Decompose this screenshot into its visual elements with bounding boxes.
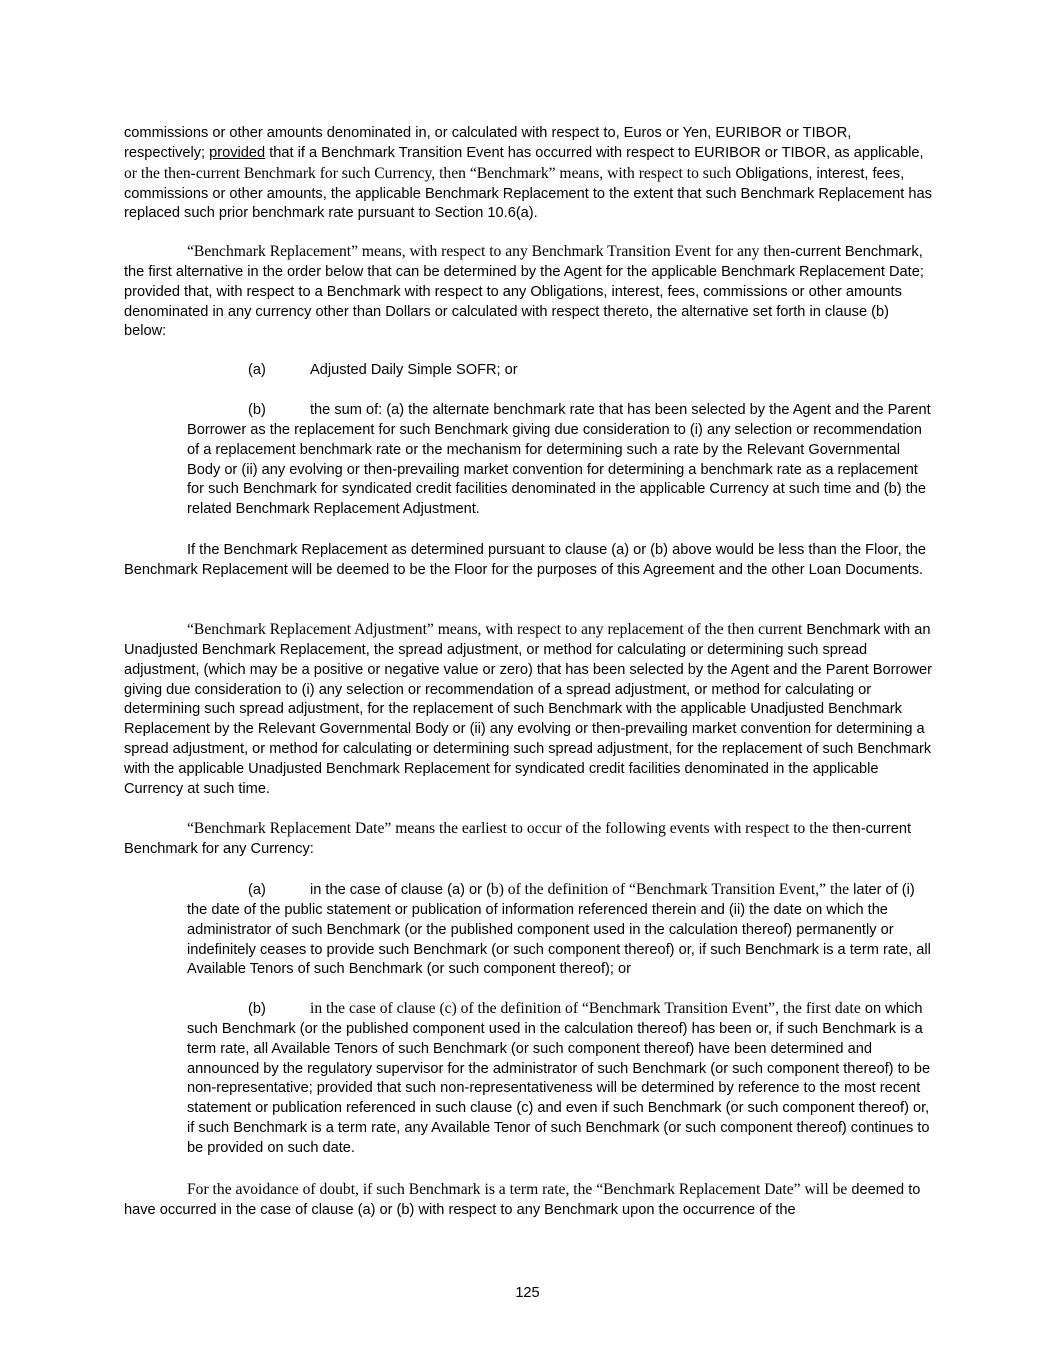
clause-text: in the case of clause (c) of the definition of “Benchmark Transition Event”, the first date <box>310 1000 861 1017</box>
paragraph-benchmark-continuation <box>124 124 934 224</box>
definition-text: Benchmark with an Unadjusted Benchmark Replacement, the spread adjustment, or method for calculating or determining such spread adjustment, (which may be a positive or negative value or zero) that has been selected by the Agent and the Parent Borrower giving due consideration to (i) any selection or recommendation of a spread adjustment, or method for calculating or determining such spread adjustment, for the replacement of such Benchmark with the applicable Unadjusted Benchmark Replacement by the Relevant Governmental Body or (ii) any evolving or then-prevailing market convention for determining a spread adjustment, or method for calculating or determining such spread adjustment, for the replacement of such Benchmark with the applicable Unadjusted Benchmark Replacement for syndicated credit facilities denominated in the applicable Currency at such time. <box>124 622 932 797</box>
clause-label: (b) <box>248 1001 266 1017</box>
clause-b-non-representative <box>187 999 934 1159</box>
clause-a-earliest-event <box>187 880 934 980</box>
clause-text: on which such Benchmark (or the published component used in the calculation thereof) has been or, if such Benchmark is a term rate, all Available Tenors of such Benchmark (or such component thereof) have been determined and announced by the regulatory supervisor for the administrator of such Benchmark (or such component thereof) to be non-representative; provided that such non-representativeness will be determined by reference to the most recent statement or publication referenced in such clause (c) and even if such Benchmark (or such component thereof) or, if such Benchmark is a term rate, any Available Tenor of such Benchmark (or such component thereof) continues to be provided on such date. <box>187 1001 931 1156</box>
provided-term: provided <box>209 144 266 161</box>
clause-text: the sum of: (a) the alternate benchmark rate that has been selected by the Agent and the Parent Borrower as the replacement for such Benchmark giving due consideration to (i) any selection or recommendation of a replacement benchmark rate or the mechanism for determining such a rate by the Relevant Governmental Body or (ii) any evolving or then-prevailing market convention for determining a benchmark rate as a replacement for such Benchmark for syndicated credit facilities denominated in the applicable Currency at such time and (b) the related Benchmark Replacement Adjustment. <box>187 402 931 518</box>
definition-text: then-current Benchmark for any Currency: <box>124 821 912 857</box>
clause-label: (a) <box>248 362 266 378</box>
paragraph-text: If the Benchmark Replacement as determined pursuant to clause (a) or (b) above would be less than the Floor, the Benchmark Replacement will be deemed to be the Floor for the purposes of this Agreement and the other Loan Documents. <box>124 542 927 578</box>
clause-text: later of (i) the date of the public statement or publication of information referenced therein and (ii) the date on which the administrator of such Benchmark (or the published component used in the calculation thereof) permanently or indefinitely ceases to provide such Benchmark (or such component thereof) or, if such Benchmark is a term rate, all Available Tenors of such Benchmark (or such component thereof); or <box>187 882 931 978</box>
page-number: 125 <box>515 1285 540 1301</box>
clause-a-adjusted-sofr <box>124 361 934 381</box>
paragraph-text: For the avoidance of doubt, if such Benchmark is a term rate, the “Benchmark Replacement Date” will be <box>187 1181 848 1198</box>
paragraph-text: Obligations, interest, fees, commissions or other amounts, the applicable Benchmark Replacement to the extent that such Benchmark Replacement has replaced such prior benchmark rate pursuant to Section 10.6(a). <box>124 165 932 222</box>
paragraph-text: that if a Benchmark Transition Event has occurred with respect to EURIBOR or TIBOR, as applicable, <box>265 144 924 161</box>
clause-b-sum-of <box>187 401 934 520</box>
definition-benchmark-replacement <box>124 242 934 342</box>
definition-term: “Benchmark Replacement Adjustment” means, with respect to any replacement of the then current <box>187 621 803 638</box>
clause-text: b) of the definition of “Benchmark Transition Event,” the <box>490 881 850 898</box>
clause-label: (b) <box>248 402 266 418</box>
definition-text: current Benchmark, the first alternative in the order below that can be determined by the Agent for the applicable Benchmark Replacement Date; provided that, with respect to a Benchmark with respect to any Obligations, interest, fees, commissions or other amounts denominated in any currency other than Dollars or calculated with respect thereto, the alternative set forth in clause (b) below: <box>124 244 924 340</box>
paragraph-floor <box>124 541 934 581</box>
definition-term: “Benchmark Replacement Date” means the earliest to occur of the following events with respect to the <box>187 820 829 837</box>
paragraph-text: commissions or other amounts denominated in, or calculated with respect to, Euros or Yen, EURIBOR or TIBOR, respectively; <box>124 125 852 161</box>
clause-text: Adjusted Daily Simple SOFR; or <box>310 362 518 378</box>
paragraph-avoidance-of-doubt <box>124 1180 934 1221</box>
clause-label: (a) <box>248 882 266 898</box>
definition-benchmark-replacement-adjustment <box>124 620 934 800</box>
paragraph-text: deemed to have occurred in the case of clause (a) or (b) with respect to any Benchmark upon the occurrence of the <box>124 1182 921 1218</box>
definition-benchmark-replacement-date <box>124 819 934 860</box>
clause-text: in the case of clause (a) or ( <box>310 882 491 898</box>
definition-term: “Benchmark Replacement” means, with respect to any Benchmark Transition Event for any then- <box>187 243 796 260</box>
paragraph-text: or the then-current Benchmark for such Currency, then “Benchmark” means, with respect to such <box>124 164 732 182</box>
